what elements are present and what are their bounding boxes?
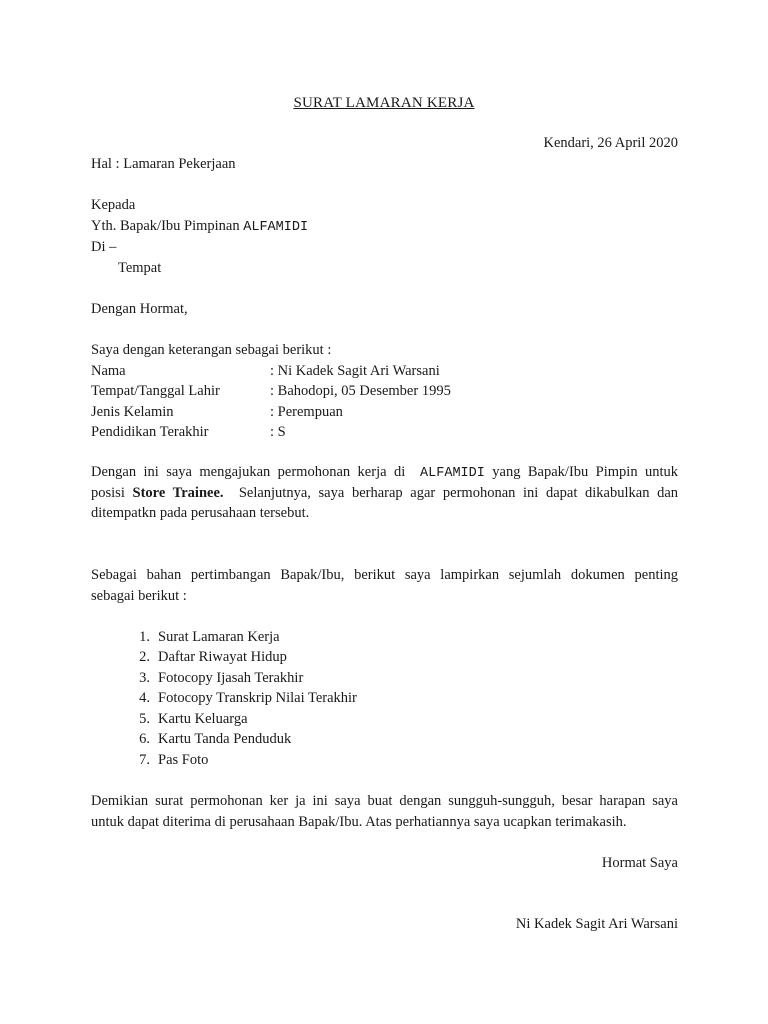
paragraph-application	[91, 462, 678, 524]
field-value: : Perempuan	[270, 404, 343, 420]
list-number: 2.	[139, 649, 150, 665]
recipient-to: Kepada	[91, 197, 136, 213]
paragraph-consideration	[91, 565, 678, 606]
text-run: Selanjutnya, saya berharap agar permohonan ini dapat dikabulkan dan	[238, 484, 679, 501]
greeting: Dengan Hormat,	[91, 301, 188, 317]
paragraph-line	[91, 483, 678, 504]
field-label: Jenis Kelamin	[91, 404, 174, 420]
field-label: Tempat/Tanggal Lahir	[91, 383, 220, 399]
field-value: : Ni Kadek Sagit Ari Warsani	[270, 363, 440, 379]
intro-line: Saya dengan keterangan sebagai berikut :	[91, 342, 332, 358]
list-number: 7.	[139, 752, 150, 768]
list-number: 5.	[139, 711, 150, 727]
paragraph-line: sebagai berikut :	[91, 587, 187, 604]
list-number: 1.	[139, 629, 150, 645]
field-label: Nama	[91, 363, 126, 379]
list-item: Fotocopy Transkrip Nilai Terakhir	[158, 690, 357, 706]
paragraph-closing	[91, 791, 678, 832]
company-name: ALFAMIDI	[420, 466, 485, 481]
place-date: Kendari, 26 April 2020	[543, 135, 678, 151]
list-item: Fotocopy Ijasah Terakhir	[158, 670, 304, 686]
text-run: Dengan ini saya mengajukan permohonan kerja di	[91, 464, 406, 480]
recipient-line1	[91, 216, 308, 239]
list-number: 4.	[139, 690, 150, 706]
recipient-line3: Tempat	[118, 260, 162, 276]
recipient-company: ALFAMIDI	[243, 220, 309, 235]
recipient-line2: Di –	[91, 239, 117, 255]
list-item: Daftar Riwayat Hidup	[158, 649, 287, 665]
text-run: posisi	[91, 484, 125, 501]
field-value: : Bahodopi, 05 Desember 1995	[270, 383, 451, 399]
list-item: Surat Lamaran Kerja	[158, 629, 280, 645]
subject-line: Hal : Lamaran Pekerjaan	[91, 156, 236, 172]
sign-off: Hormat Saya	[601, 855, 678, 871]
paragraph-line: ditempatkn pada perusahaan tersebut.	[91, 505, 310, 521]
paragraph-line: Sebagai bahan pertimbangan Bapak/Ibu, berikut saya lampirkan sejumlah dokumen penting	[91, 567, 678, 583]
field-value: : S	[270, 424, 286, 440]
list-number: 3.	[139, 670, 150, 686]
position-name: Store Trainee.	[132, 484, 224, 501]
field-label: Pendidikan Terakhir	[91, 424, 209, 440]
list-item: Kartu Keluarga	[158, 711, 248, 727]
paragraph-line	[91, 462, 678, 483]
recipient-title: Yth. Bapak/Ibu Pimpinan	[91, 218, 244, 234]
letter-title: SURAT LAMARAN KERJA	[293, 95, 475, 111]
list-item: Kartu Tanda Penduduk	[158, 731, 292, 747]
list-item: Pas Foto	[158, 752, 209, 768]
paragraph-line: untuk dapat diterima di perusahaan Bapak/Ibu. Atas perhatiannya saya ucapkan terimakasih.	[91, 813, 627, 830]
paragraph-line: Demikian surat permohonan ker ja ini saya buat dengan sungguh-sungguh, besar harapan saya	[91, 793, 678, 809]
list-number: 6.	[139, 731, 150, 747]
text-run: yang Bapak/Ibu Pimpin untuk	[492, 464, 679, 480]
signature-name: Ni Kadek Sagit Ari Warsani	[515, 916, 678, 932]
